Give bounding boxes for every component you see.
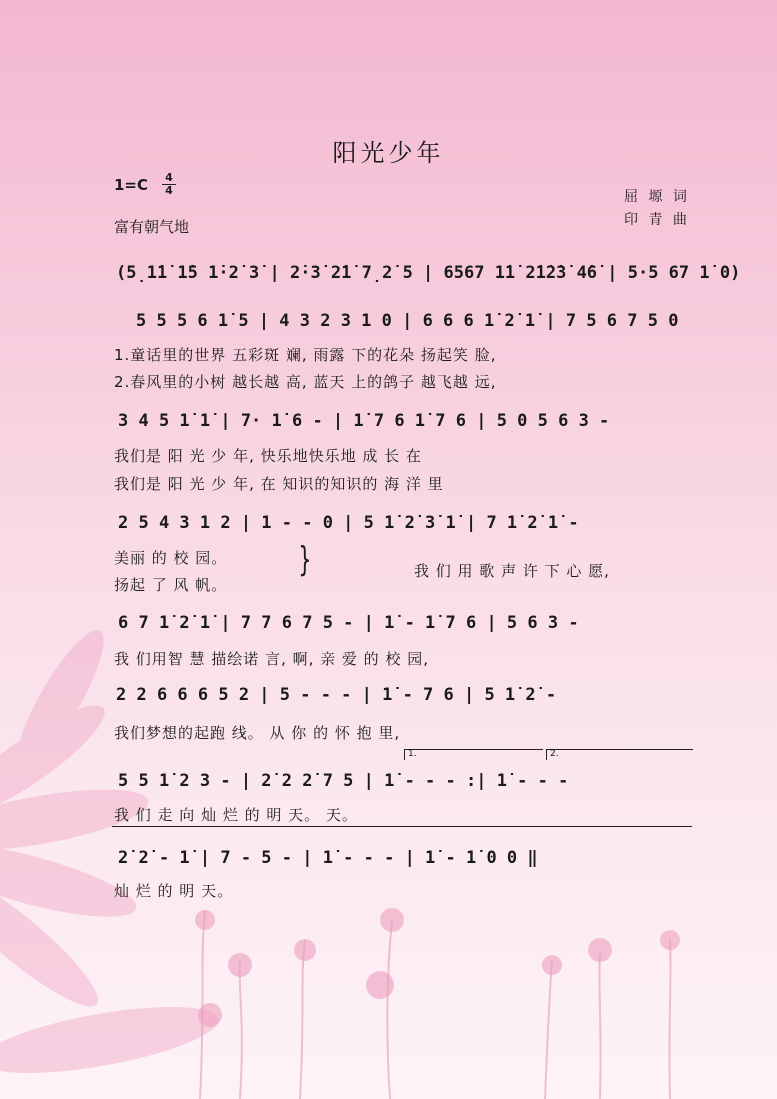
notation-row: 5 5 5 6 1̇ 5 | 4 3 2 3 1 0 | 6 6 6 1̇ 2̇ 1̇ | 7 5 6 7 5 0 [136, 311, 679, 331]
lyric-line: 我们梦想的起跑 线。 从 你 的 怀 抱 里, [114, 724, 401, 742]
volta-bracket-second [546, 749, 693, 760]
notation-row: 2̇ 2̇ - 1̇ | 7 - 5 - | 1̇ - - - | 1̇ - 1̇ 0 0 ‖ [118, 848, 538, 868]
notation-row: 2 2 6 6 6 5 2 | 5 - - - | 1̇ - 7 6 | 5 1̇ 2̇ - [116, 685, 557, 705]
notation-row: 6 7 1̇ 2̇ 1̇ | 7 7 6 7 5 - | 1̇ - 1̇ 7 6 | 5 6 3 - [118, 613, 579, 633]
key-signature: 1=C [114, 176, 149, 194]
composer: 印 青 曲 [624, 212, 690, 228]
volta-bracket-first [404, 749, 543, 760]
lyric-line: 我们是 阳 光 少 年, 在 知识的知识的 海 洋 里 [114, 475, 444, 493]
notation-row: 2 5 4 3 1 2 | 1 - - 0 | 5 1̇ 2̇ 3̇ 1̇ | 7 1̇ 2̇ 1̇ - [118, 513, 579, 533]
notation-row: 3 4 5 1̇ 1̇ | 7· 1̇ 6 - | 1̇ 7 6 1̇ 7 6 | 5 0 5 6 3 - [118, 411, 610, 431]
song-title: 阳光少年 [332, 139, 445, 167]
lyric-line: 我们是 阳 光 少 年, 快乐地快乐地 成 长 在 [114, 447, 422, 465]
time-signature: 4 4 [162, 172, 176, 197]
lyric-line: 美丽 的 校 园。 [114, 549, 228, 567]
tempo-marking: 富有朝气地 [114, 218, 190, 236]
lyric-line-right: 我 们 用 歌 声 许 下 心 愿, [414, 562, 610, 580]
lyric-line: 我 们用智 慧 描绘诺 言, 啊, 亲 爱 的 校 园, [114, 650, 429, 668]
lyricist: 屈 塬 词 [624, 189, 690, 205]
lyric-line: 2.春风里的小树 越长越 高, 蓝天 上的鸽子 越飞越 远, [114, 373, 497, 391]
lyric-line: 1.童话里的世界 五彩斑 斓, 雨露 下的花朵 扬起笑 脸, [114, 346, 497, 364]
lyric-line: 灿 烂 的 明 天。 [114, 882, 234, 900]
volta-label: 1. [408, 749, 417, 759]
lyric-brace: } [298, 540, 312, 580]
divider-line [112, 826, 692, 827]
notation-row: 5 5 1̇ 2 3 - | 2̇ 2 2̇ 7 5 | 1̇ - - - :| 1̇ - - - [118, 771, 569, 791]
volta-label: 2. [550, 749, 559, 759]
lyric-line: 我 们 走 向 灿 烂 的 明 天。 天。 [114, 806, 358, 824]
notation-row-intro: (5̣1̇1̇ 1̇5 1̇·2̇ 3̇ | 2̇·3̇ 2̇1̇ 7̣2̇ 5 | 6567 1̇1̇ 2̇1̇2̇3̇ 4̇6̇ | 5·5 67 1̇ 0) [116, 263, 741, 283]
lyric-line: 扬起 了 风 帆。 [114, 576, 228, 594]
